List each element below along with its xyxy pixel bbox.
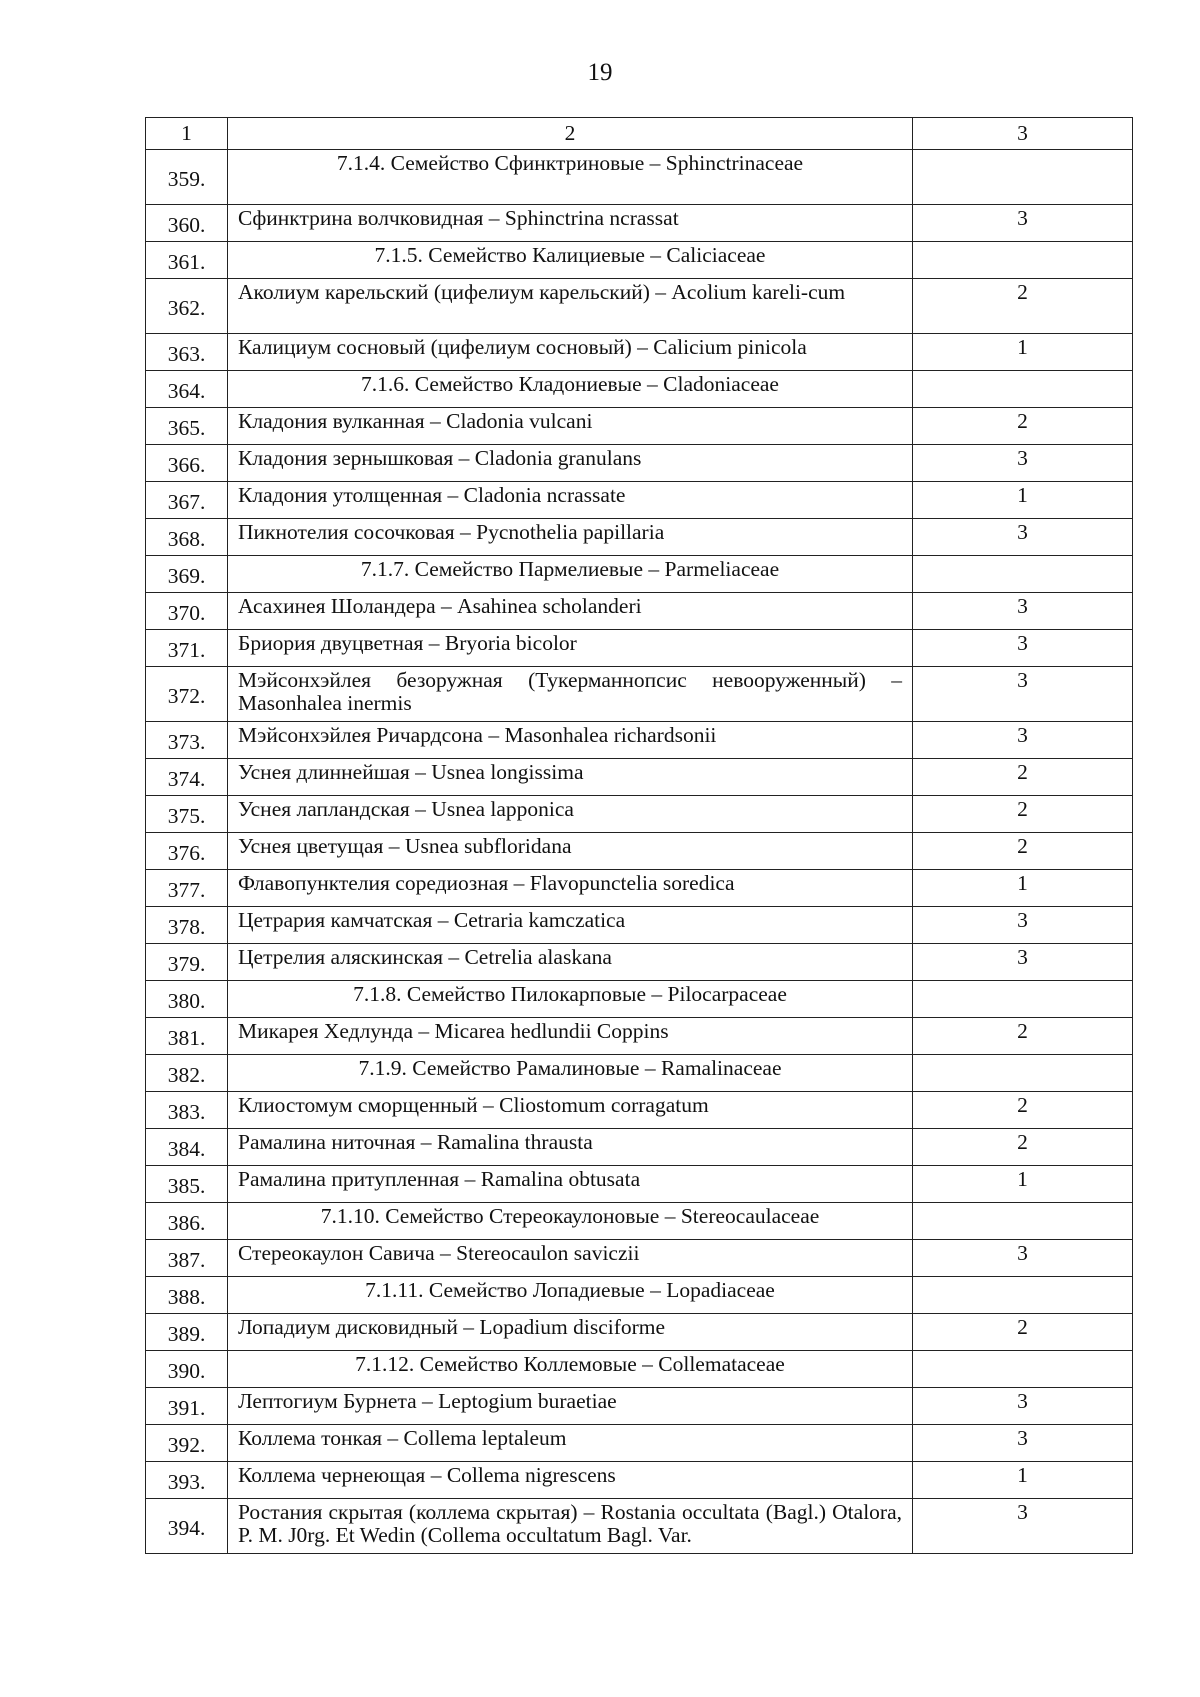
row-number-cell: 387. [146, 1240, 228, 1277]
table-row-species [146, 1092, 1133, 1129]
row-number-cell: 370. [146, 593, 228, 630]
row-number-cell: 365. [146, 408, 228, 445]
table-row-species [146, 1240, 1133, 1277]
row-number-cell: 360. [146, 205, 228, 242]
species-name-cell: Лептогиум Бурнета – Leptogium buraetiae [228, 1388, 913, 1425]
row-number-cell: 393. [146, 1462, 228, 1499]
row-number-cell: 389. [146, 1314, 228, 1351]
row-number-cell: 367. [146, 482, 228, 519]
species-name-cell: Бриория двуцветная – Bryoria bicolor [228, 630, 913, 667]
family-heading-cell: 7.1.11. Семейство Лопадиевые – Lopadiaceae [228, 1277, 913, 1314]
species-name-cell: Клиостомум сморщенный – Cliostomum corragatum [228, 1092, 913, 1129]
category-cell: 2 [913, 1092, 1133, 1129]
row-number-cell: 383. [146, 1092, 228, 1129]
row-number-cell: 373. [146, 722, 228, 759]
category-cell [913, 981, 1133, 1018]
category-cell: 3 [913, 519, 1133, 556]
row-number-cell: 379. [146, 944, 228, 981]
row-number-cell: 377. [146, 870, 228, 907]
table-row-species [146, 667, 1133, 722]
row-number-cell: 378. [146, 907, 228, 944]
species-name-cell: Цетрария камчатская – Cetraria kamczatica [228, 907, 913, 944]
row-number-cell: 390. [146, 1351, 228, 1388]
row-number-cell: 372. [146, 667, 228, 722]
species-name-cell: Рамалина ниточная – Ramalina thrausta [228, 1129, 913, 1166]
table-header-row [146, 118, 1133, 150]
category-cell: 1 [913, 1166, 1133, 1203]
row-number-cell: 369. [146, 556, 228, 593]
header-col-species: 2 [228, 118, 913, 150]
table-row-species [146, 722, 1133, 759]
species-name-cell: Мэйсонхэйлея безоружная (Тукерманнопсис невооруженный) – Masonhalea inermis [228, 667, 913, 722]
table-row-species [146, 593, 1133, 630]
table-row-species [146, 870, 1133, 907]
row-number-cell: 371. [146, 630, 228, 667]
family-heading-cell: 7.1.8. Семейство Пилокарповые – Pilocarpaceae [228, 981, 913, 1018]
row-number-cell: 392. [146, 1425, 228, 1462]
species-name-cell: Микарея Хедлунда – Micarea hedlundii Coppins [228, 1018, 913, 1055]
row-number-cell: 386. [146, 1203, 228, 1240]
category-cell: 2 [913, 796, 1133, 833]
species-name-cell: Лопадиум дисковидный – Lopadium disciforme [228, 1314, 913, 1351]
species-name-text: Ростания скрытая (коллема скрытая) – Rostania occultata (Bagl.) Otalora, P. M. J0rg. Et Wedin (Collema occultatum Bagl. Var. [238, 1501, 902, 1547]
species-name-cell: Коллема чернеющая – Collema nigrescens [228, 1462, 913, 1499]
table-row-family-heading [146, 556, 1133, 593]
row-number-cell: 366. [146, 445, 228, 482]
header-col-category: 3 [913, 118, 1133, 150]
row-number-cell: 384. [146, 1129, 228, 1166]
table-row-family-heading [146, 1277, 1133, 1314]
species-name-cell: Кладония утолщенная – Cladonia ncrassate [228, 482, 913, 519]
species-name-cell: Коллема тонкая – Collema leptaleum [228, 1425, 913, 1462]
species-name-cell: Мэйсонхэйлея Ричардсона – Masonhalea richardsonii [228, 722, 913, 759]
table-row-species [146, 1314, 1133, 1351]
category-cell: 2 [913, 1314, 1133, 1351]
category-cell: 3 [913, 445, 1133, 482]
species-name-cell: Уснея лапландская – Usnea lapponica [228, 796, 913, 833]
species-name-cell: Флавопунктелия соредиозная – Flavopunctelia soredica [228, 870, 913, 907]
species-name-cell: Уснея цветущая – Usnea subfloridana [228, 833, 913, 870]
species-name-cell: Калициум сосновый (цифелиум сосновый) – Calicium pinicola [228, 334, 913, 371]
table-row-species [146, 833, 1133, 870]
page-number: 19 [587, 59, 613, 86]
category-cell: 1 [913, 870, 1133, 907]
category-cell: 3 [913, 667, 1133, 722]
row-number-cell: 394. [146, 1499, 228, 1554]
species-name-cell: Рамалина притупленная – Ramalina obtusata [228, 1166, 913, 1203]
table-row-species [146, 1499, 1133, 1554]
table-row-species [146, 796, 1133, 833]
row-number-cell: 391. [146, 1388, 228, 1425]
red-book-species-table [145, 117, 1133, 1554]
family-heading-cell: 7.1.4. Семейство Сфинктриновые – Sphinctrinaceae [228, 150, 913, 205]
table-row-species [146, 334, 1133, 371]
table-row-species [146, 1388, 1133, 1425]
species-name-cell: Стереокаулон Савича – Stereocaulon saviczii [228, 1240, 913, 1277]
category-cell: 3 [913, 593, 1133, 630]
category-cell: 3 [913, 1240, 1133, 1277]
category-cell: 1 [913, 334, 1133, 371]
category-cell: 3 [913, 1425, 1133, 1462]
row-number-cell: 380. [146, 981, 228, 1018]
species-name-cell: Кладония зернышковая – Cladonia granulans [228, 445, 913, 482]
table-row-family-heading [146, 1351, 1133, 1388]
table-row-species [146, 759, 1133, 796]
category-cell [913, 556, 1133, 593]
table-row-species [146, 907, 1133, 944]
row-number-cell: 385. [146, 1166, 228, 1203]
family-heading-cell: 7.1.10. Семейство Стереокаулоновые – Stereocaulaceae [228, 1203, 913, 1240]
row-number-cell: 374. [146, 759, 228, 796]
row-number-cell: 361. [146, 242, 228, 279]
table-row-species [146, 279, 1133, 334]
header-col-number: 1 [146, 118, 228, 150]
species-name-cell: Сфинктрина волчковидная – Sphinctrina ncrassat [228, 205, 913, 242]
table-row-species [146, 408, 1133, 445]
family-heading-cell: 7.1.5. Семейство Калициевые – Caliciaceae [228, 242, 913, 279]
category-cell: 3 [913, 630, 1133, 667]
category-cell: 3 [913, 205, 1133, 242]
species-name-cell: Цетрелия аляскинская – Cetrelia alaskana [228, 944, 913, 981]
family-heading-cell: 7.1.12. Семейство Коллемовые – Collemataceae [228, 1351, 913, 1388]
species-name-cell [228, 1499, 913, 1554]
row-number-cell: 362. [146, 279, 228, 334]
category-cell: 1 [913, 482, 1133, 519]
category-cell: 3 [913, 907, 1133, 944]
table-row-family-heading [146, 1055, 1133, 1092]
category-cell [913, 242, 1133, 279]
row-number-cell: 382. [146, 1055, 228, 1092]
table-row-family-heading [146, 150, 1133, 205]
row-number-cell: 363. [146, 334, 228, 371]
row-number-cell: 359. [146, 150, 228, 205]
table-row-species [146, 1129, 1133, 1166]
family-heading-cell: 7.1.9. Семейство Рамалиновые – Ramalinaceae [228, 1055, 913, 1092]
row-number-cell: 381. [146, 1018, 228, 1055]
species-name-cell: Пикнотелия сосочковая – Pycnothelia papillaria [228, 519, 913, 556]
category-cell [913, 371, 1133, 408]
category-cell: 2 [913, 1129, 1133, 1166]
category-cell: 2 [913, 408, 1133, 445]
family-heading-cell: 7.1.7. Семейство Пармелиевые – Parmeliaceae [228, 556, 913, 593]
table-row-species [146, 1462, 1133, 1499]
species-name-cell: Аколиум карельский (цифелиум карельский) – Acolium kareli-cum [228, 279, 913, 334]
category-cell [913, 1203, 1133, 1240]
category-cell [913, 1277, 1133, 1314]
table-row-family-heading [146, 981, 1133, 1018]
table-body [146, 118, 1133, 1554]
table-row-species [146, 1425, 1133, 1462]
category-cell: 1 [913, 1462, 1133, 1499]
table-row-species [146, 519, 1133, 556]
category-cell [913, 1055, 1133, 1092]
category-cell: 2 [913, 759, 1133, 796]
table-row-family-heading [146, 1203, 1133, 1240]
row-number-cell: 368. [146, 519, 228, 556]
table-row-species [146, 1018, 1133, 1055]
table-row-species [146, 944, 1133, 981]
row-number-cell: 364. [146, 371, 228, 408]
table-row-species [146, 445, 1133, 482]
category-cell: 3 [913, 722, 1133, 759]
row-number-cell: 376. [146, 833, 228, 870]
category-cell: 3 [913, 1388, 1133, 1425]
table-row-family-heading [146, 242, 1133, 279]
table-row-species [146, 1166, 1133, 1203]
category-cell: 2 [913, 833, 1133, 870]
species-name-cell: Кладония вулканная – Cladonia vulcani [228, 408, 913, 445]
table-row-species [146, 630, 1133, 667]
row-number-cell: 388. [146, 1277, 228, 1314]
table-row-family-heading [146, 371, 1133, 408]
category-cell: 3 [913, 944, 1133, 981]
category-cell: 3 [913, 1499, 1133, 1554]
category-cell [913, 150, 1133, 205]
category-cell: 2 [913, 279, 1133, 334]
table-row-species [146, 482, 1133, 519]
category-cell [913, 1351, 1133, 1388]
species-name-cell: Асахинея Шоландера – Asahinea scholanderi [228, 593, 913, 630]
species-name-cell: Уснея длиннейшая – Usnea longissima [228, 759, 913, 796]
family-heading-cell: 7.1.6. Семейство Кладониевые – Cladoniaceae [228, 371, 913, 408]
row-number-cell: 375. [146, 796, 228, 833]
category-cell: 2 [913, 1018, 1133, 1055]
table-row-species [146, 205, 1133, 242]
